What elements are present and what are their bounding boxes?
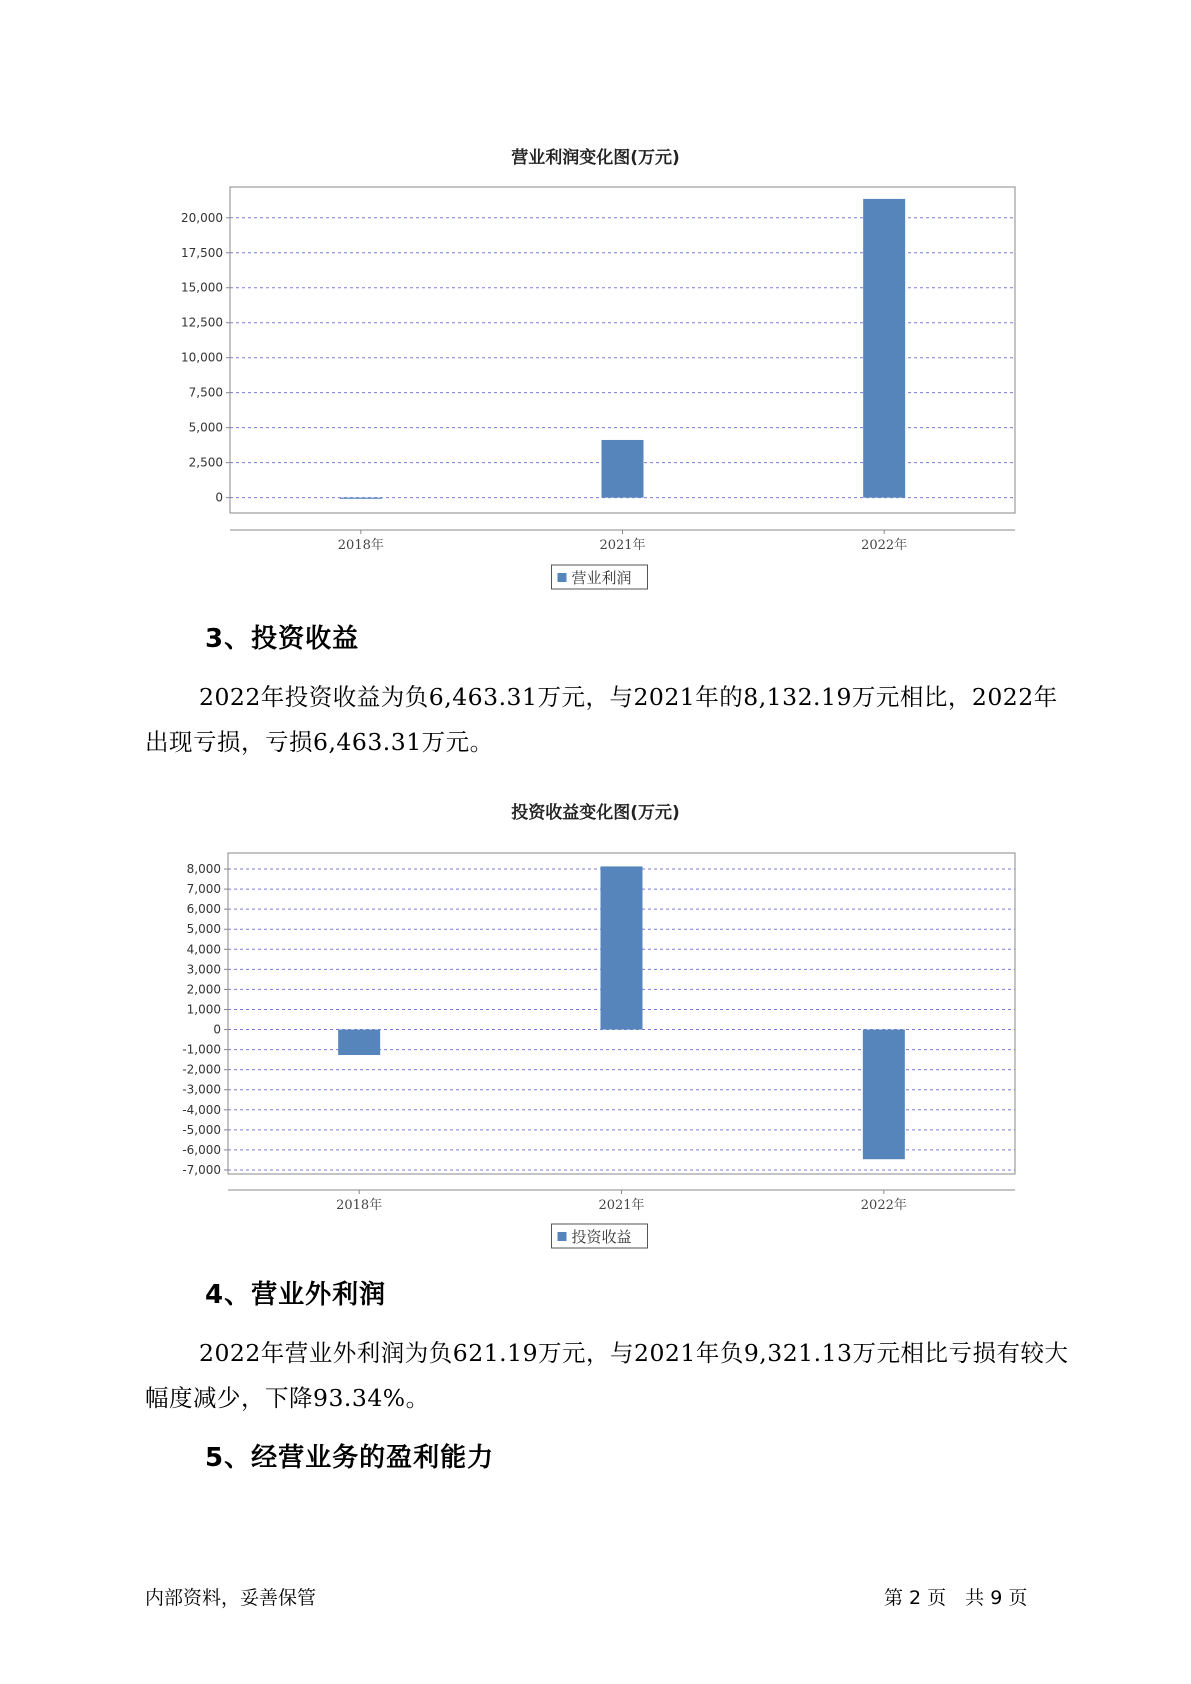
x-tick-label: 2022年 (860, 1198, 907, 1213)
footer-confidential-note: 内部资料，妥善保管 (145, 1587, 317, 1609)
investment-income-chart-title: 投资收益变化图(万元) (511, 803, 680, 823)
y-tick-label: -1,000 (182, 1042, 221, 1057)
y-tick-label: 5,000 (188, 420, 223, 435)
y-tick-label: 0 (213, 1022, 221, 1037)
y-tick-label: 7,000 (186, 882, 221, 897)
y-tick-label: 5,000 (186, 922, 221, 937)
bar-2022年 (863, 199, 905, 498)
bar-2018年 (338, 1030, 380, 1055)
bar-2021年 (602, 440, 644, 498)
y-tick-label: 6,000 (186, 902, 221, 917)
x-tick-label: 2021年 (598, 1198, 645, 1213)
section4-paragraph: 2022年营业外利润为负621.19万元，与2021年负9,321.13万元相比亏损有较大幅度减少，下降93.34%。 (145, 1339, 1069, 1412)
footer-page-number: 第 2 页 共 9 页 (884, 1587, 1028, 1609)
investment-income-chart (0, 830, 1191, 1250)
y-tick-label: 7,500 (188, 385, 223, 400)
bar-2022年 (863, 1030, 905, 1160)
section5-heading: 5、经营业务的盈利能力 (205, 1443, 495, 1473)
y-tick-label: -5,000 (182, 1122, 221, 1137)
y-tick-label: 17,500 (181, 245, 223, 260)
x-tick-label: 2021年 (599, 538, 646, 553)
x-tick-label: 2018年 (336, 1198, 383, 1213)
y-tick-label: 0 (215, 490, 223, 505)
y-tick-label: 10,000 (181, 350, 223, 365)
y-tick-label: -3,000 (182, 1082, 221, 1097)
section3-paragraph: 2022年投资收益为负6,463.31万元，与2021年的8,132.19万元相比，2022年出现亏损，亏损6,463.31万元。 (145, 683, 1058, 756)
y-tick-label: 4,000 (186, 942, 221, 957)
bar-2021年 (601, 866, 643, 1029)
section4-heading: 4、营业外利润 (205, 1280, 387, 1310)
y-tick-label: 15,000 (181, 280, 223, 295)
y-tick-label: 12,500 (181, 315, 223, 330)
y-tick-label: -2,000 (182, 1062, 221, 1077)
y-tick-label: 8,000 (186, 862, 221, 877)
legend-swatch (558, 1232, 567, 1241)
y-tick-label: 2,500 (188, 455, 223, 470)
x-tick-label: 2022年 (861, 538, 908, 553)
operating-profit-chart-title: 营业利润变化图(万元) (511, 148, 680, 168)
y-tick-label: 3,000 (186, 962, 221, 977)
operating-profit-chart (0, 175, 1191, 635)
y-tick-label: -6,000 (182, 1142, 221, 1157)
section3-heading: 3、投资收益 (205, 624, 360, 654)
x-tick-label: 2018年 (337, 538, 384, 553)
y-tick-label: 1,000 (186, 1002, 221, 1017)
y-tick-label: -7,000 (182, 1162, 221, 1177)
y-tick-label: -4,000 (182, 1102, 221, 1117)
legend-label: 营业利润 (571, 569, 632, 587)
y-tick-label: 20,000 (181, 210, 223, 225)
bar-2018年 (340, 498, 382, 499)
legend-label: 投资收益 (571, 1228, 632, 1246)
y-tick-label: 2,000 (186, 982, 221, 997)
legend-swatch (558, 573, 567, 582)
